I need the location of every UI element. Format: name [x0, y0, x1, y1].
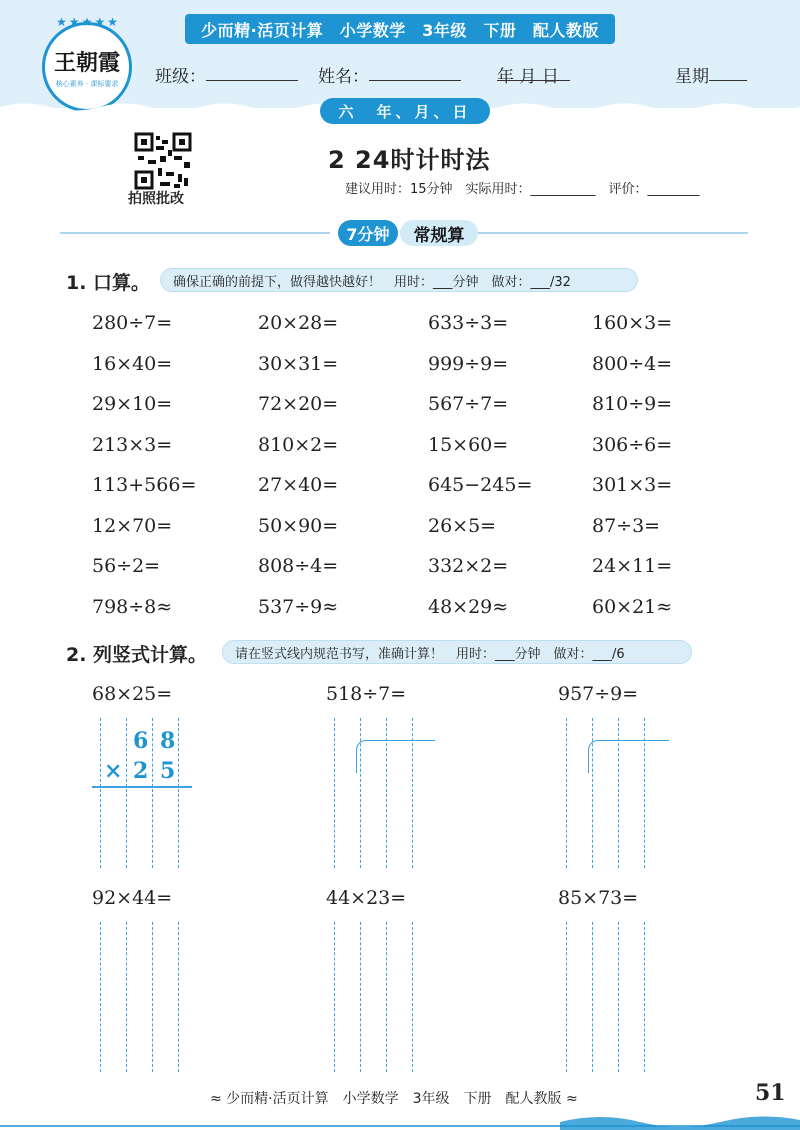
- work-guide-line: [100, 718, 101, 868]
- class-field[interactable]: 班级：: [155, 62, 206, 87]
- q2-problem-1: 68×25=: [92, 683, 173, 705]
- work-guide-line: [126, 922, 127, 1072]
- work-guide-line: [644, 922, 645, 1072]
- q2-problem-6: 85×73=: [558, 887, 639, 909]
- oral-problem: 280÷7=: [92, 312, 173, 334]
- page-number: 51: [755, 1080, 786, 1106]
- oral-problem: 50×90=: [258, 514, 339, 537]
- example-digit: 5: [160, 758, 176, 784]
- oral-problem: 999÷9=: [428, 352, 509, 375]
- section-line-left: [60, 232, 330, 234]
- series-bar: 少而精·活页计算 小学数学 3年级 下册 配人教版: [185, 14, 615, 44]
- oral-problem: 810×2=: [258, 433, 339, 456]
- work-guide-line: [178, 718, 179, 868]
- work-guide-line: [412, 922, 413, 1072]
- logo-name: 王朝霞: [53, 49, 120, 76]
- oral-problem: 160×3=: [592, 312, 673, 334]
- work-guide-line: [100, 922, 101, 1072]
- oral-problem: 16×40=: [92, 352, 173, 375]
- oral-problem: 72×20=: [258, 393, 339, 415]
- footer-text: ≈ 少而精·活页计算 小学数学 3年级 下册 配人教版 ≈: [210, 1091, 578, 1107]
- work-guide-line: [152, 922, 153, 1072]
- q2-problem-5: 44×23=: [326, 887, 407, 909]
- oral-problem: 12×70=: [92, 514, 173, 537]
- oral-problem: 113+566=: [92, 474, 197, 496]
- logo-sub: 核心素养 · 课标要求: [55, 79, 119, 88]
- answer-line: [92, 786, 192, 788]
- unit-tab: 六 年、月、日: [320, 98, 490, 124]
- footer-wave: [0, 1112, 800, 1130]
- oral-problem: 567÷7=: [428, 393, 509, 415]
- oral-problem: 798÷8≈: [92, 595, 173, 618]
- oral-problem: 30×31=: [258, 352, 339, 375]
- example-digit: 6: [133, 728, 149, 754]
- lesson-title: 2 24时计时法: [328, 146, 491, 174]
- qr-label: 拍照批改: [128, 191, 184, 207]
- time-badge: 7分钟: [338, 220, 398, 246]
- lesson-meta: 建议用时：15分钟 实际用时：__________ 评价：________: [345, 182, 700, 197]
- q1-heading: 1. 口算。: [66, 272, 151, 294]
- star-icon: ★★★★★: [56, 15, 120, 29]
- oral-problem: 800÷4=: [592, 352, 673, 375]
- work-guide-line: [618, 922, 619, 1072]
- oral-problem: 808÷4=: [258, 555, 339, 577]
- oral-problem: 810÷9=: [592, 393, 673, 415]
- oral-problem: 15×60=: [428, 433, 509, 456]
- oral-problem: 537÷9≈: [258, 595, 339, 618]
- division-bracket: [588, 740, 669, 773]
- section-header: [318, 218, 488, 248]
- oral-problem: 645−245=: [428, 474, 533, 496]
- q2-instruction: 请在竖式线内规范书写，准确计算！ 用时：___分钟 做对：___/6: [222, 640, 692, 664]
- oral-problem: 27×40=: [258, 474, 339, 496]
- q2-problem-2: 518÷7=: [326, 683, 407, 705]
- oral-problem: 26×5=: [428, 514, 497, 537]
- section-line-right: [478, 232, 748, 234]
- oral-problem: 332×2=: [428, 555, 509, 577]
- week-field[interactable]: 星期: [675, 62, 709, 87]
- oral-problem: 20×28=: [258, 312, 339, 334]
- work-guide-line: [334, 922, 335, 1072]
- work-guide-line: [334, 718, 335, 868]
- oral-problem: 56÷2=: [92, 555, 161, 577]
- work-guide-line: [566, 718, 567, 868]
- oral-problem: 24×11=: [592, 555, 673, 577]
- oral-problem: 29×10=: [92, 393, 173, 415]
- example-digit: 8: [160, 728, 176, 754]
- example-digit: 2: [133, 758, 149, 784]
- brand-logo: [42, 15, 132, 112]
- work-guide-line: [126, 718, 127, 868]
- work-guide-line: [386, 922, 387, 1072]
- oral-problem: 633÷3=: [428, 312, 509, 334]
- oral-problem: 87÷3=: [592, 514, 661, 537]
- work-guide-line: [592, 922, 593, 1072]
- work-guide-line: [566, 922, 567, 1072]
- oral-problem: 213×3=: [92, 433, 173, 456]
- q2-problem-4: 92×44=: [92, 887, 173, 909]
- oral-problem: 306÷6=: [592, 433, 673, 456]
- section-name: 常规算: [400, 220, 478, 246]
- qr-code-icon[interactable]: [134, 132, 192, 190]
- work-guide-line: [360, 922, 361, 1072]
- name-field[interactable]: 姓名：: [318, 62, 369, 87]
- division-bracket: [356, 740, 435, 773]
- example-digit: ×: [104, 758, 123, 784]
- q2-heading: 2. 列竖式计算。: [66, 644, 208, 666]
- oral-problem: 301×3=: [592, 474, 673, 496]
- q2-problem-3: 957÷9=: [558, 683, 639, 705]
- q1-instruction: 确保正确的前提下，做得越快越好！ 用时：___分钟 做对：___/32: [160, 268, 638, 292]
- oral-problem: 60×21≈: [592, 595, 673, 618]
- date-field[interactable]: 年 月 日: [497, 62, 559, 87]
- work-guide-line: [152, 718, 153, 868]
- work-guide-line: [178, 922, 179, 1072]
- student-info-row: [155, 62, 755, 90]
- oral-problem: 48×29≈: [428, 595, 509, 618]
